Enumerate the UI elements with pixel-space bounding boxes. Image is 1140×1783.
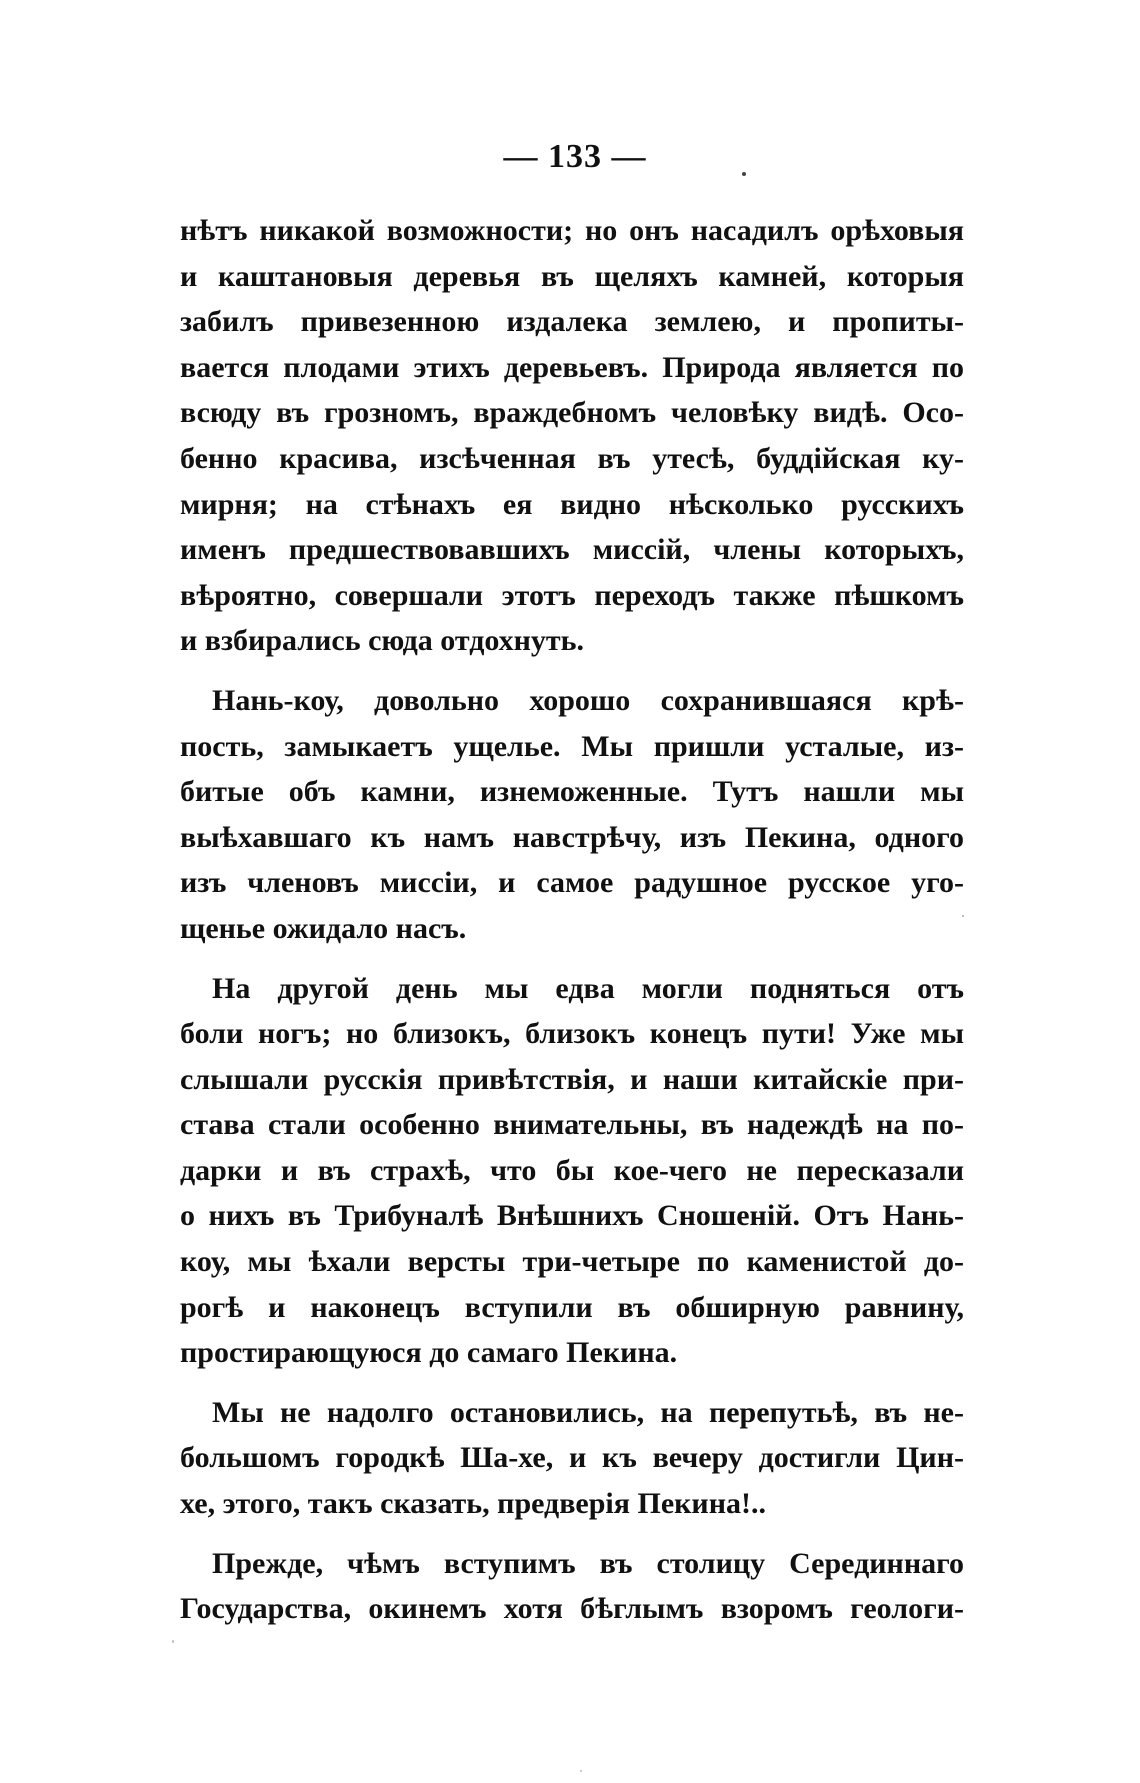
text-line: вается плодами этихъ деревьевъ. Природа является по: [180, 350, 964, 384]
text-line: боли ногъ; но близокъ, близокъ конецъ пути! Уже мы: [180, 1017, 964, 1051]
print-speck: [172, 1640, 174, 1643]
text-line: слышали русскія привѣтствія, и наши китайскіе при-: [180, 1062, 964, 1096]
text-line: мирня; на стѣнахъ ея видно нѣсколько русскихъ: [180, 487, 964, 521]
paragraph-gap: [180, 952, 964, 966]
text-line: Нань-коу, довольно хорошо сохранившаяся крѣ-: [212, 683, 964, 717]
text-line: коу, мы ѣхали версты три-четыре по каменистой до-: [180, 1245, 964, 1279]
text-line: всюду въ грозномъ, враждебномъ человѣку видѣ. Осо-: [180, 396, 964, 430]
body-text: [180, 208, 964, 1632]
text-line: На другой день мы едва могли подняться отъ: [212, 971, 964, 1005]
paragraph-gap: [180, 1527, 964, 1541]
paragraph: [180, 678, 964, 952]
text-line: и взбирались сюда отдохнуть.: [180, 624, 585, 658]
text-line: изъ членовъ миссіи, и самое радушное русское уго-: [180, 866, 964, 900]
text-line: нѣтъ никакой возможности; но онъ насадилъ орѣховыя: [180, 214, 964, 247]
text-line: пость, замыкаетъ ущелье. Мы пришли усталые, из-: [180, 729, 964, 763]
paragraph: [180, 966, 964, 1376]
paragraph: [180, 1390, 964, 1527]
paragraph-gap: [180, 1376, 964, 1390]
text-line: вѣроятно, совершали этотъ переходъ также пѣшкомъ: [180, 578, 964, 612]
text-line: о нихъ въ Трибуналѣ Внѣшнихъ Сношеній. Отъ Нань-: [180, 1199, 964, 1233]
text-line: дарки и въ страхѣ, что бы кое-чего не пересказали: [180, 1153, 964, 1187]
text-line: става стали особенно внимательны, въ надеждѣ на по-: [180, 1108, 964, 1142]
text-line: щенье ожидало насъ.: [180, 911, 467, 945]
text-line: рогѣ и наконецъ вступили въ обширную равнину,: [180, 1290, 964, 1324]
text-line: бенно красива, изсѣченная въ утесѣ, буддійская ку-: [180, 441, 964, 475]
text-line: большомъ городкѣ Ша-хе, и къ вечеру достигли Цин-: [180, 1441, 964, 1475]
text-line: именъ предшествовавшихъ миссій, члены которыхъ,: [180, 533, 964, 567]
text-line: Мы не надолго остановились, на перепутьѣ, въ не-: [212, 1395, 964, 1429]
text-line: и каштановыя деревья въ щеляхъ камней, которыя: [180, 259, 964, 293]
text-line: забилъ привезенною издалека землею, и пропиты-: [180, 305, 964, 339]
text-line: выѣхавшаго къ намъ навстрѣчу, изъ Пекина, одного: [180, 820, 964, 854]
paragraph: [180, 1541, 964, 1632]
text-line: простирающуюся до самаго Пекина.: [180, 1336, 678, 1370]
print-speck: [742, 172, 746, 176]
text-line: Прежде, чѣмъ вступимъ въ столицу Серединнаго: [212, 1546, 964, 1580]
text-line: Государства, окинемъ хотя бѣглымъ взоромъ геологи-: [180, 1592, 964, 1626]
text-line: хе, этого, такъ сказать, предверія Пекина!..: [180, 1487, 766, 1521]
page-number: — 133 —: [503, 138, 647, 175]
print-speck: [580, 1770, 582, 1772]
text-line: битые объ камни, изнеможенные. Тутъ нашли мы: [180, 775, 964, 809]
paragraph: [180, 208, 964, 664]
paragraph-gap: [180, 664, 964, 678]
